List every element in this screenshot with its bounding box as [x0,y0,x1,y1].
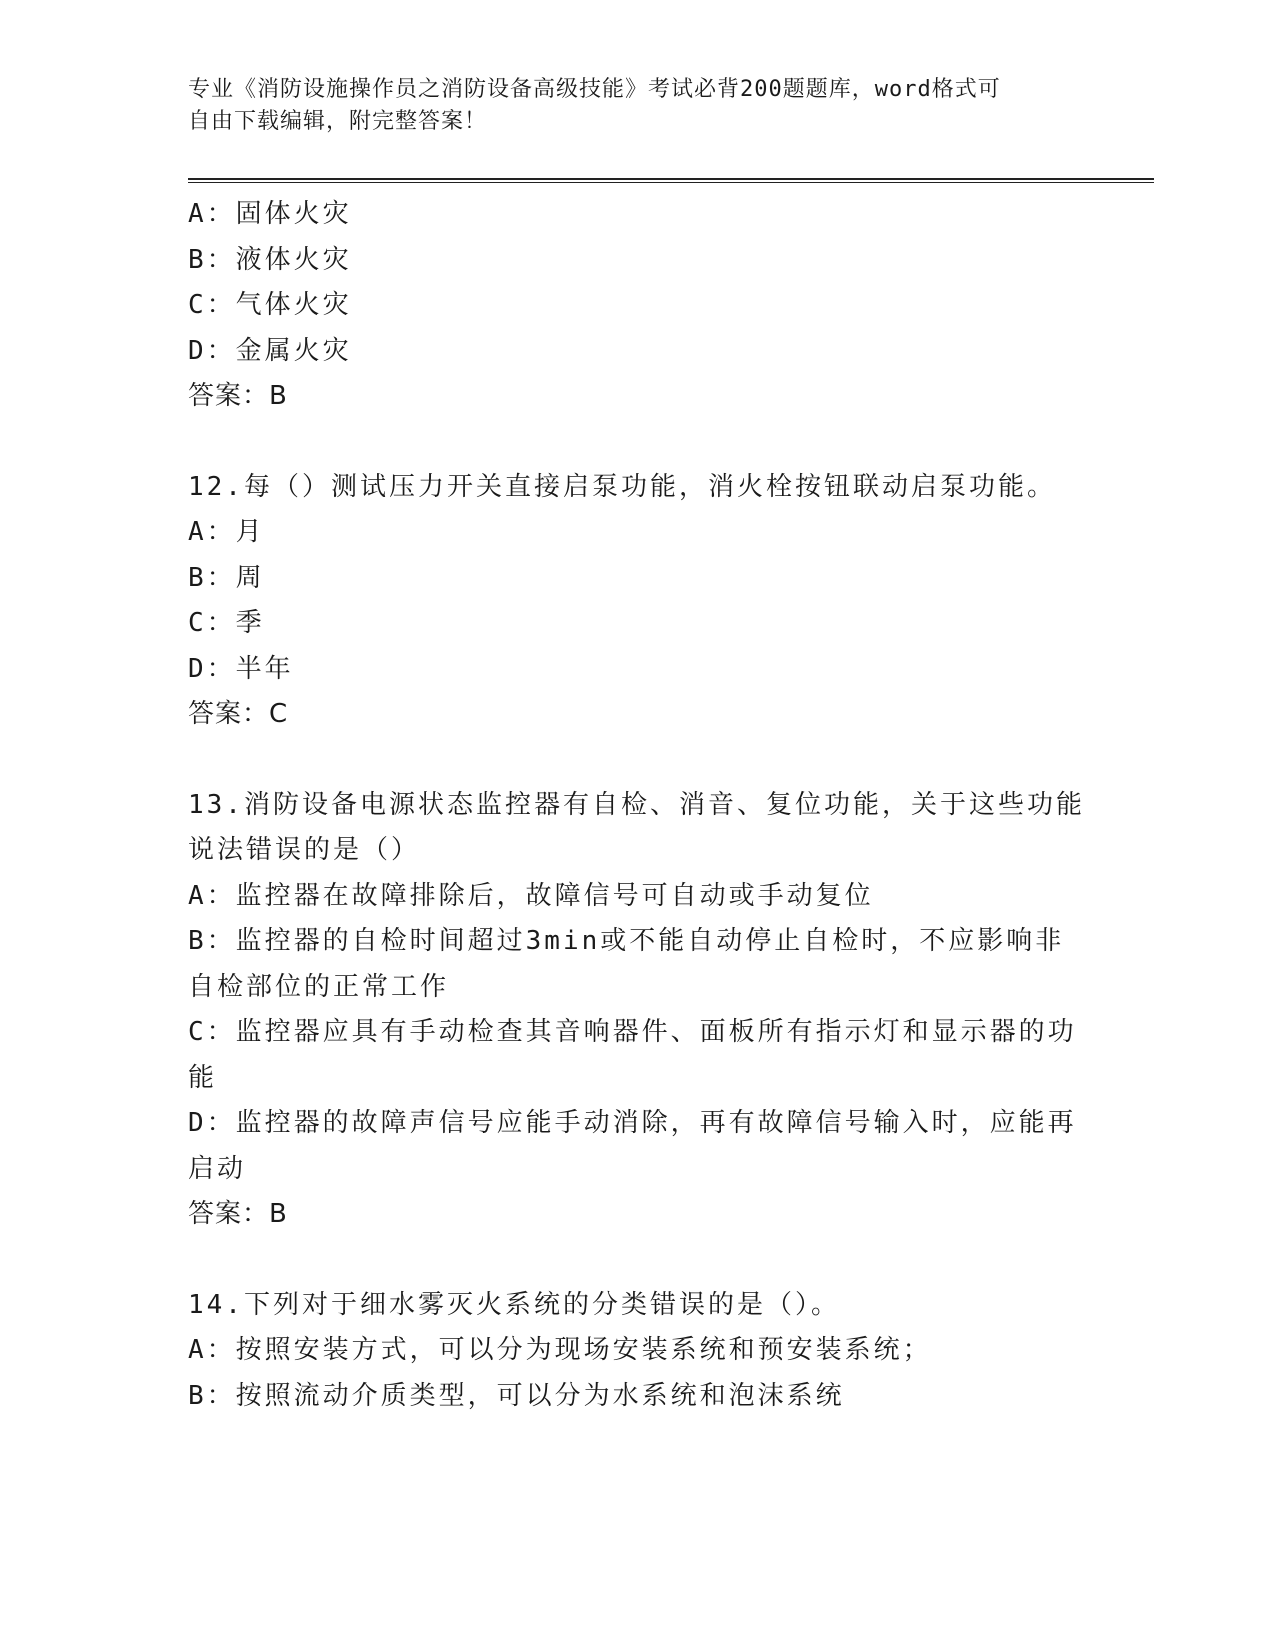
option-b: B：监控器的自检时间超过3min或不能自动停止自检时，不应影响非 [188,926,1065,956]
option-c: C：季 [188,608,265,638]
question-12 [188,465,1088,738]
header-divider [188,178,1154,183]
option-b-continued: 自检部位的正常工作 [188,971,450,1002]
question-stem: 12.每（）测试压力开关直接启泵功能，消火栓按钮联动启泵功能。 [188,471,1056,502]
option-b: B：按照流动介质类型，可以分为水系统和泡沫系统 [188,1380,845,1411]
option-d-continued: 启动 [188,1153,247,1184]
spacer [188,420,1088,465]
option-a: A：按照安装方式，可以分为现场安装系统和预安装系统； [188,1335,932,1365]
question-list [188,192,1088,1419]
spacer [188,1238,1088,1283]
answer-line: 答案：B [188,1199,288,1229]
option-a: A：月 [188,517,265,547]
answer-line: 答案：C [188,699,289,729]
question-stem: 13.消防设备电源状态监控器有自检、消音、复位功能，关于这些功能 [188,789,1085,820]
question-13 [188,783,1088,1238]
option-a: A：监控器在故障排除后，故障信号可自动或手动复位 [188,880,874,911]
question-14 [188,1283,1088,1420]
header-line-2: 自由下载编辑，附完整答案！ [188,109,488,134]
spacer [188,738,1088,783]
option-c: C：气体火灾 [188,290,352,320]
option-b: B：周 [188,562,265,593]
option-b: B：液体火灾 [188,244,352,275]
option-c-continued: 能 [188,1062,218,1093]
document-header [188,74,1068,138]
question-stem-continued: 说法错误的是（） [188,835,421,865]
option-d: D：监控器的故障声信号应能手动消除，再有故障信号输入时，应能再 [188,1108,1077,1138]
option-d: D：半年 [188,653,294,684]
header-line-1: 专业《消防设施操作员之消防设备高级技能》考试必背200题题库，word格式可 [188,77,1001,102]
option-d: D：金属火灾 [188,335,352,366]
option-a: A：固体火灾 [188,199,352,229]
question-11-continued [188,192,1088,420]
question-stem: 14.下列对于细水雾灭火系统的分类错误的是（）。 [188,1289,840,1320]
option-c: C：监控器应具有手动检查其音响器件、面板所有指示灯和显示器的功 [188,1017,1077,1047]
answer-line: 答案：B [188,381,288,411]
